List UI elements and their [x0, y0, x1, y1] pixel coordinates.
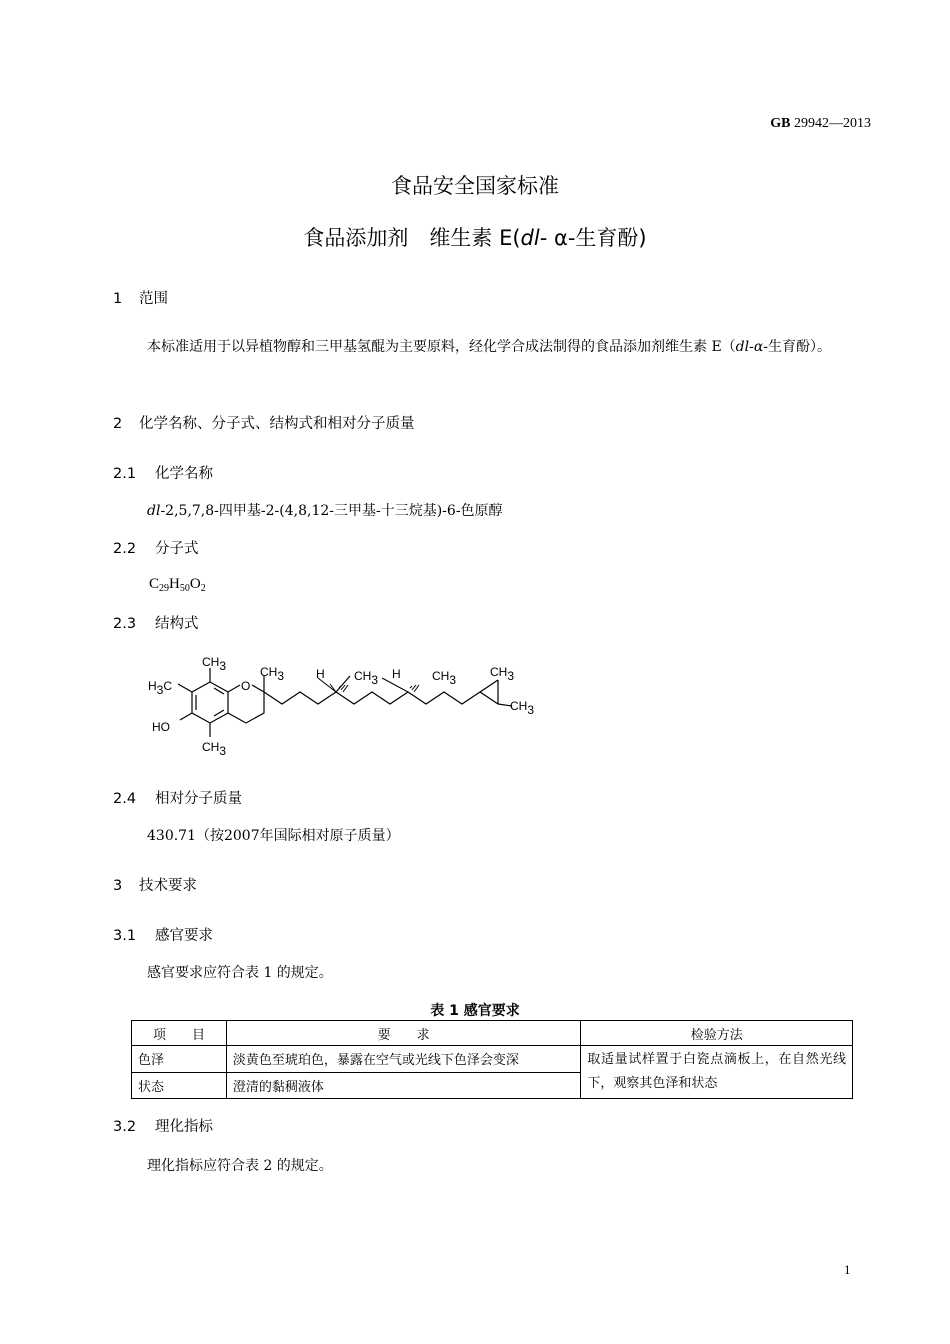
section-2-2-heading [113, 537, 199, 558]
label-ch3-bottom: CH3 [202, 740, 227, 758]
section-title: 化学名称、分子式、结构式和相对分子质量 [139, 416, 415, 432]
table-row [132, 1046, 853, 1073]
section-number: 2.2 [113, 541, 137, 557]
section-number: 2.4 [113, 791, 137, 807]
page-number: 1 [844, 1262, 851, 1277]
section-2-4-heading [113, 787, 242, 808]
label-h-1: H [316, 667, 325, 681]
standard-prefix: GB [770, 116, 791, 131]
chemical-name-rest: -2,5,7,8-四甲基-2-(4,8,12-三甲基-十三烷基)-6-色原醇 [160, 503, 503, 519]
chemical-name-italic: dl [147, 503, 161, 519]
document-title: 食品安全国家标准 [391, 174, 559, 198]
row-requirement: 澄清的黏稠液体 [226, 1072, 580, 1099]
formula-c: C [149, 576, 160, 592]
scope-italic: dl-α- [735, 339, 769, 355]
label-h-2: H [392, 667, 401, 681]
physchem-text: 理化指标应符合表 2 的规定。 [147, 1158, 333, 1174]
label-h3c: H3C [148, 679, 173, 697]
formula-c-count: 29 [159, 583, 170, 594]
section-1-paragraph [113, 335, 873, 359]
section-number: 3.1 [113, 928, 137, 944]
row-item: 色泽 [132, 1046, 227, 1073]
section-title: 范围 [139, 291, 168, 307]
atom-labels [148, 655, 534, 758]
formula-o-count: 2 [200, 583, 206, 594]
formula-h-count: 50 [179, 583, 190, 594]
standard-number [700, 116, 871, 132]
section-title: 理化指标 [155, 1119, 213, 1135]
header-requirement: 要 求 [226, 1021, 580, 1046]
molecular-mass: 430.71（按2007年国际相对原子质量） [147, 828, 400, 844]
formula-h: H [169, 576, 180, 592]
document-subtitle [0, 222, 950, 252]
molecule-bonds [178, 668, 512, 737]
table-1-caption: 表 1 感官要求 [430, 1003, 520, 1019]
subtitle-italic: dl [520, 226, 540, 250]
section-number: 1 [113, 291, 123, 307]
chemical-name [147, 500, 503, 520]
section-1-heading [113, 287, 168, 308]
header-method: 检验方法 [581, 1021, 853, 1046]
section-3-2-heading [113, 1115, 213, 1136]
sensory-text: 感官要求应符合表 1 的规定。 [147, 965, 333, 981]
row-item: 状态 [132, 1072, 227, 1099]
section-2-1-heading [113, 462, 213, 483]
section-title: 技术要求 [139, 878, 197, 894]
section-number: 2 [113, 416, 123, 432]
label-oxygen: O [241, 679, 251, 693]
section-title: 相对分子质量 [155, 791, 242, 807]
label-ch3-top: CH3 [202, 655, 227, 673]
row-requirement: 淡黄色至琥珀色，暴露在空气或光线下色泽会变深 [226, 1046, 580, 1073]
formula-o: O [189, 576, 201, 592]
section-3-1-heading [113, 924, 213, 945]
section-2-heading [113, 412, 415, 433]
section-title: 感官要求 [155, 928, 213, 944]
label-ch3-terminal: CH3 [510, 699, 535, 717]
label-ch3-c4: CH3 [354, 669, 379, 687]
label-ho: HO [152, 720, 170, 734]
standard-code: 29942—2013 [794, 116, 871, 131]
header-item: 项 目 [132, 1021, 227, 1046]
section-number: 2.1 [113, 466, 137, 482]
section-2-3-heading [113, 612, 199, 633]
molecular-formula [149, 576, 206, 593]
structural-formula [140, 650, 560, 765]
section-3-heading [113, 874, 197, 895]
section-number: 3.2 [113, 1119, 137, 1135]
table-header-row [132, 1021, 853, 1046]
subtitle-rest: - α-生育酚) [539, 226, 647, 250]
test-method: 取适量试样置于白瓷点滴板上，在自然光线下，观察其色泽和状态 [581, 1046, 853, 1099]
section-number: 3 [113, 878, 123, 894]
subtitle-main: 食品添加剂 维生素 E( [303, 226, 521, 250]
scope-text: 本标准适用于以异植物醇和三甲基氢醌为主要原料，经化学合成法制得的食品添加剂维生素 E（ [147, 339, 736, 355]
label-ch3-c2: CH3 [260, 665, 285, 683]
label-ch3-c12: CH3 [490, 665, 515, 683]
section-title: 分子式 [155, 541, 199, 557]
sensory-table [131, 1020, 853, 1099]
label-ch3-c8: CH3 [432, 669, 457, 687]
scope-text-end: 生育酚）。 [768, 339, 832, 355]
section-title: 结构式 [155, 616, 199, 632]
section-title: 化学名称 [155, 466, 213, 482]
section-number: 2.3 [113, 616, 137, 632]
